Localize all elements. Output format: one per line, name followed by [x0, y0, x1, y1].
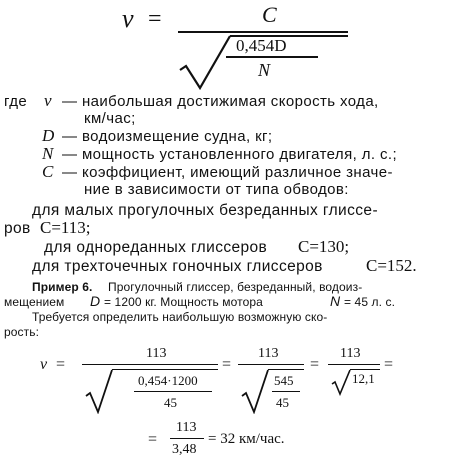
case1-line1: для малых прогулочных безреданных глиссе-	[32, 202, 379, 219]
radical-sign-icon	[84, 368, 114, 414]
example-line2-c: = 45 л. с.	[344, 295, 396, 309]
case2-text: для однореданных глиссеров	[44, 239, 268, 256]
frac1-bar	[82, 364, 218, 365]
definition-c: — коэффициент, имеющий различное значе-	[62, 164, 393, 181]
symbol-v: v	[44, 91, 52, 110]
radical-sign-icon	[330, 368, 352, 396]
calc-eq1: =	[56, 356, 66, 373]
formula-equals: =	[148, 6, 162, 32]
frac2-numerator: 113	[258, 346, 279, 361]
frac2-radicand-den: 45	[276, 395, 289, 410]
frac4-numerator: 113	[176, 420, 197, 435]
case3-text: для трехточечных гоночных глиссеров	[32, 258, 323, 275]
example-line3: Требуется определить наибольшую возможную ско-	[32, 310, 328, 324]
formula-lhs-v: v	[122, 4, 134, 33]
calc-eq4: =	[384, 356, 394, 373]
radicand-numerator: 0,454D	[236, 36, 287, 55]
frac2-radicand-num: 545	[274, 373, 294, 388]
frac1-radicand-den: 45	[164, 395, 177, 410]
calc-eq3: =	[310, 356, 320, 373]
radicand-fraction-bar	[226, 56, 318, 58]
symbol-n: N	[42, 144, 54, 163]
example-line4: рость:	[4, 325, 40, 339]
definition-n: — мощность установленного двигателя, л. с.;	[62, 146, 398, 163]
frac2-radicand-bar	[272, 391, 300, 392]
frac4-bar	[170, 438, 204, 439]
frac1-numerator: 113	[146, 346, 167, 361]
calc-result: = 32 км/час.	[208, 431, 285, 447]
example-line2-b: = 1200 кг. Мощность мотора	[104, 295, 263, 309]
frac1-radicand-num: 0,454·1200	[138, 373, 198, 388]
frac3-bar	[328, 364, 380, 365]
frac2-bar	[238, 364, 304, 365]
radical-sign-icon	[178, 34, 232, 90]
frac3-radical-overline	[350, 369, 380, 370]
example-d-symbol: D	[90, 293, 101, 309]
frac1-radical-overline	[112, 369, 218, 370]
calc-v: v	[40, 356, 48, 373]
frac2-radical-overline	[268, 369, 304, 370]
frac3-numerator: 113	[340, 346, 361, 361]
formula-numerator-c: C	[262, 2, 277, 27]
symbol-c: C	[42, 162, 54, 181]
definition-v-cont: км/час;	[84, 110, 136, 127]
definition-d: — водоизмещение судна, кг;	[62, 128, 273, 145]
case2-value: C=130;	[298, 237, 350, 256]
calc-eq5: =	[148, 431, 158, 448]
radical-sign-icon	[240, 368, 270, 414]
frac4-denominator: 3,48	[172, 442, 197, 457]
where-word: где	[4, 93, 28, 110]
definition-v: — наибольшая достижимая скорость хода,	[62, 93, 379, 110]
example-line1: Прогулочный глиссер, безреданный, водоиз-	[108, 280, 363, 294]
definition-c-cont: ние в зависимости от типа обводов:	[84, 181, 349, 198]
example-title: Пример 6.	[32, 280, 93, 294]
case1-value: C=113;	[40, 218, 91, 237]
symbol-d: D	[42, 126, 55, 145]
case1-line2: ров	[4, 220, 31, 237]
calc-eq2: =	[222, 356, 232, 373]
case3-value: C=152.	[366, 256, 417, 275]
frac1-radicand-bar	[134, 391, 212, 392]
radicand-denominator: N	[258, 60, 271, 80]
frac3-radicand: 12,1	[352, 371, 375, 386]
example-n-symbol: N	[330, 293, 341, 309]
example-line2-a: мещением	[4, 295, 65, 309]
formula-fraction-bar	[178, 31, 348, 33]
